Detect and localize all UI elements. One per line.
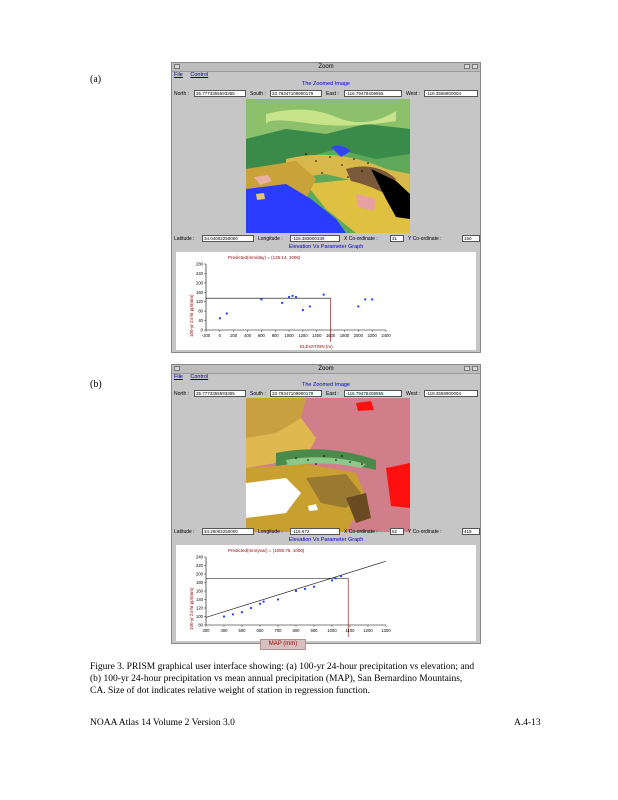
y-tick-label: 200 bbox=[196, 280, 203, 286]
menu-file[interactable]: File bbox=[174, 374, 183, 380]
y-tick-label: 100 bbox=[196, 614, 203, 619]
latitude-label: Latitude : bbox=[174, 236, 195, 242]
longitude-label: Longitude : bbox=[258, 236, 283, 242]
data-point bbox=[323, 294, 325, 296]
panel-a-label: (a) bbox=[90, 74, 102, 85]
x-coordinate-field[interactable]: 52 bbox=[390, 528, 404, 535]
data-point bbox=[295, 296, 297, 298]
x-tick-label: 600 bbox=[256, 628, 264, 633]
y-tick-label: 220 bbox=[196, 563, 203, 568]
y-tick-label: 160 bbox=[196, 289, 203, 295]
x-tick-label: 0 bbox=[218, 333, 222, 338]
data-point bbox=[281, 302, 283, 304]
figure-caption bbox=[90, 661, 538, 697]
y-coordinate-label: Y Co-ordinate : bbox=[408, 529, 442, 535]
y-tick-label: 80 bbox=[198, 308, 203, 314]
x-tick-label: 2000 bbox=[353, 333, 363, 338]
window-title: Zoom bbox=[318, 64, 334, 70]
x-tick-label: 1800 bbox=[339, 333, 350, 338]
x-tick-label: 500 bbox=[238, 628, 246, 633]
map-chart-b bbox=[176, 545, 476, 641]
graph-title-a: Elevation Vs Parameter Graph bbox=[288, 244, 364, 250]
data-point bbox=[288, 296, 290, 298]
x-axis-label: ELEVATION (m) bbox=[300, 344, 333, 349]
y-coordinate-field[interactable]: 419 bbox=[462, 528, 480, 535]
y-tick-label: 200 bbox=[196, 571, 203, 577]
zoomed-image-title: The Zoomed Image bbox=[302, 382, 350, 388]
maximize-button[interactable] bbox=[464, 366, 470, 371]
data-point bbox=[219, 317, 221, 319]
y-coordinate-label: Y Co-ordinate : bbox=[408, 236, 442, 242]
caption-line: (b) 100-yr 24-hour precipitation vs mean annual precipitation (MAP), San Bernardino Mountains, bbox=[90, 674, 463, 684]
data-point bbox=[357, 305, 359, 307]
longitude-field[interactable]: -118.383000339 bbox=[290, 235, 340, 242]
y-tick-label: 120 bbox=[196, 299, 203, 305]
data-point bbox=[304, 588, 306, 590]
footer-page-number: A.4-13 bbox=[514, 718, 541, 728]
caption-line: CA. Size of dot indicates relative weight of station in regression function. bbox=[90, 686, 370, 696]
data-point bbox=[335, 577, 337, 579]
latitude-field[interactable]: 34.26002250000 bbox=[202, 528, 254, 535]
x-tick-label: 600 bbox=[257, 333, 265, 338]
close-button[interactable] bbox=[472, 64, 478, 69]
x-tick-label: 2200 bbox=[367, 333, 377, 338]
data-point bbox=[232, 613, 234, 615]
window-titlebar bbox=[172, 63, 480, 72]
longitude-field[interactable]: -116.672 bbox=[290, 528, 340, 535]
x-coordinate-field[interactable]: 31 bbox=[390, 235, 404, 242]
y-coordinate-field[interactable]: 150 bbox=[462, 235, 480, 242]
minimize-button[interactable] bbox=[174, 366, 180, 371]
regression-line bbox=[206, 561, 386, 617]
window-titlebar bbox=[172, 365, 480, 374]
menu-bar bbox=[174, 72, 214, 78]
y-tick-label: 280 bbox=[196, 261, 203, 267]
west-field[interactable]: -118.3558900004 bbox=[424, 90, 478, 97]
y-tick-label: 180 bbox=[196, 580, 203, 585]
zoom-window-b bbox=[171, 364, 481, 644]
x-axis-label: MAP (mm) bbox=[268, 641, 298, 647]
y-tick-label: 240 bbox=[196, 554, 203, 560]
x-tick-label: 1200 bbox=[363, 628, 373, 633]
data-point bbox=[263, 601, 265, 603]
y-tick-label: 240 bbox=[196, 270, 203, 276]
data-point bbox=[250, 607, 252, 609]
data-point bbox=[241, 611, 243, 613]
latitude-label: Latitude : bbox=[174, 529, 195, 535]
data-point bbox=[260, 298, 262, 300]
data-point bbox=[259, 603, 261, 605]
elevation-chart-a bbox=[176, 252, 476, 350]
data-point bbox=[331, 579, 333, 581]
minimize-button[interactable] bbox=[174, 64, 180, 69]
menu-control[interactable]: Control bbox=[190, 374, 209, 380]
map-axis-label-box bbox=[260, 639, 306, 650]
panel-b-label: (b) bbox=[90, 379, 102, 390]
west-field[interactable]: -118.3558900004 bbox=[424, 390, 478, 397]
data-point bbox=[295, 590, 297, 592]
data-point bbox=[309, 305, 311, 307]
window-title: Zoom bbox=[318, 366, 334, 372]
caption-line: Figure 3. PRISM graphical user interface showing: (a) 100-yr 24-hour precipitation vs elevation; and bbox=[90, 662, 475, 672]
zoomed-map-b[interactable] bbox=[246, 398, 410, 532]
west-label: West : bbox=[406, 391, 421, 397]
x-tick-label: 200 bbox=[230, 333, 238, 338]
south-label: South : bbox=[250, 91, 266, 97]
menu-bar bbox=[174, 374, 214, 380]
x-coordinate-label: X Co-ordinate : bbox=[344, 529, 378, 535]
x-tick-label: 1300 bbox=[381, 628, 391, 633]
maximize-button[interactable] bbox=[464, 64, 470, 69]
south-label: South : bbox=[250, 391, 266, 397]
east-label: East : bbox=[326, 391, 339, 397]
x-tick-label: 1100 bbox=[345, 628, 355, 633]
north-label: North : bbox=[174, 91, 190, 97]
data-point bbox=[277, 598, 279, 600]
data-point bbox=[371, 298, 373, 300]
data-point bbox=[223, 615, 225, 617]
graph-title-b: Elevation Vs Parameter Graph bbox=[288, 537, 364, 543]
y-axis-label: 100-yr 24-hr ppt(mm) bbox=[189, 587, 194, 630]
x-tick-label: 800 bbox=[271, 333, 279, 338]
zoom-window-a bbox=[171, 62, 481, 353]
x-tick-label: 400 bbox=[220, 628, 228, 633]
data-point bbox=[313, 586, 315, 588]
x-tick-label: 400 bbox=[244, 333, 252, 338]
graph-header: Predicted(mm/day) = (135.14, 1006) bbox=[228, 255, 301, 260]
coords-row bbox=[174, 235, 478, 243]
north-label: North : bbox=[174, 391, 190, 397]
zoomed-map-a[interactable] bbox=[246, 99, 410, 233]
graph-header: Predicted(mm/year) = (1090.75, 1000) bbox=[228, 548, 305, 553]
x-coordinate-label: X Co-ordinate : bbox=[344, 236, 378, 242]
south-field[interactable]: 33.78347109900179 bbox=[270, 90, 322, 97]
y-tick-label: 140 bbox=[196, 597, 203, 602]
south-field[interactable]: 33.78347109900179 bbox=[270, 390, 322, 397]
y-tick-label: 160 bbox=[196, 588, 203, 594]
east-label: East : bbox=[326, 91, 339, 97]
data-point bbox=[340, 575, 342, 577]
north-field[interactable]: 35.7773355593355 bbox=[194, 390, 246, 397]
close-button[interactable] bbox=[472, 366, 478, 371]
y-tick-label: 120 bbox=[196, 605, 203, 611]
bounds-row bbox=[174, 90, 478, 98]
data-point bbox=[226, 312, 228, 314]
x-tick-label: 1000 bbox=[284, 333, 294, 338]
x-tick-label: 800 bbox=[292, 628, 300, 633]
data-point bbox=[291, 295, 293, 297]
x-tick-label: 700 bbox=[274, 628, 282, 633]
east-field[interactable]: -116.79478408555 bbox=[344, 390, 402, 397]
x-tick-label: 1400 bbox=[312, 333, 322, 338]
menu-control[interactable]: Control bbox=[190, 72, 209, 78]
x-tick-label: 300 bbox=[202, 628, 210, 633]
x-tick-label: 1600 bbox=[325, 333, 336, 338]
data-point bbox=[364, 298, 366, 300]
menu-file[interactable]: File bbox=[174, 72, 183, 78]
latitude-field[interactable]: 34.04002250000 bbox=[202, 235, 254, 242]
x-tick-label: 900 bbox=[310, 628, 318, 633]
zoomed-image-title: The Zoomed Image bbox=[302, 81, 350, 87]
y-tick-label: 80 bbox=[198, 622, 203, 628]
x-tick-label: 2400 bbox=[381, 333, 391, 338]
x-tick-label: -200 bbox=[201, 333, 211, 338]
coords-row bbox=[174, 528, 478, 536]
data-point bbox=[302, 309, 304, 311]
north-field[interactable]: 35.7773355593355 bbox=[194, 90, 246, 97]
bounds-row bbox=[174, 390, 478, 398]
footer-left: NOAA Atlas 14 Volume 2 Version 3.0 bbox=[90, 718, 235, 728]
west-label: West : bbox=[406, 91, 421, 97]
y-axis-label: 100-yr 24-hr ppt(mm) bbox=[189, 294, 194, 337]
x-tick-label: 1000 bbox=[327, 628, 337, 633]
y-tick-label: 0 bbox=[200, 327, 203, 333]
longitude-label: Longitude : bbox=[258, 529, 283, 535]
y-tick-label: 40 bbox=[198, 318, 203, 324]
x-tick-label: 1200 bbox=[298, 333, 308, 338]
east-field[interactable]: -116.79478408555 bbox=[344, 90, 402, 97]
